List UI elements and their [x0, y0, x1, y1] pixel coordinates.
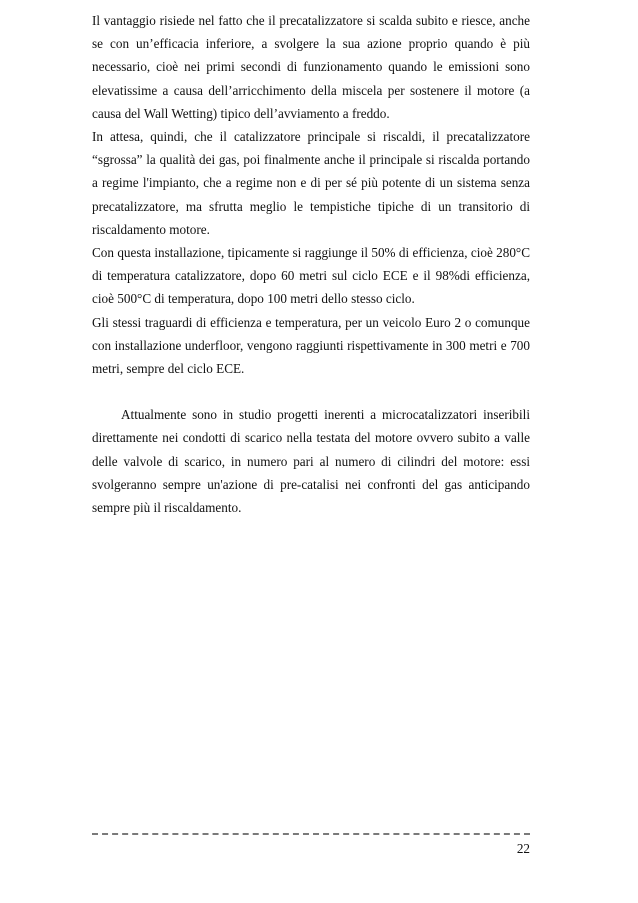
paragraph-underfloor-comparison: Gli stessi traguardi di efficienza e temperatura, per un veicolo Euro 2 o comunque con installazione underfloor, vengono raggiunti rispettivamente in 300 metri e 700 metri, sempre del ciclo ECE. [92, 314, 530, 377]
paragraph-efficiency-ece-cycle: Con questa installazione, tipicamente si raggiunge il 50% di efficienza, cioè 280°C di temperatura catalizzatore, dopo 60 metri sul ciclo ECE e il 98%di efficienza, cioè 500°C di temperatura, dopo 100 metri dello stesso ciclo. [92, 245, 530, 307]
page-number: 22 [516, 841, 530, 856]
paragraph-microcatalyst-studies: Attualmente sono in studio progetti inerenti a microcatalizzatori inseribili direttamente nei condotti di scarico nella testata del motore ovvero subito a valle delle valvole di scarico, in numero pari al numero di cilindri del motore: essi svolgeranno sempre un'azione di pre-catalisi nei confronti del gas anticipando sempre più il riscaldamento. [92, 407, 530, 516]
paragraph-main-catalyst-warmup: In attesa, quindi, che il catalizzatore principale si riscaldi, il precatalizzatore “sgrossa” la qualità dei gas, poi finalmente anche il principale si riscalda portando a regime l'impianto, che a regime non e di per sé più potente di un sistema senza precatalizzatore, ma sfrutta meglio le tempistiche tipiche di un transitorio di riscaldamento motore. [92, 129, 530, 237]
footer-divider [92, 833, 530, 835]
body-text [92, 9, 530, 519]
paragraph-preheating-advantage: Il vantaggio risiede nel fatto che il precatalizzatore si scalda subito e riesce, anche se con un’efficacia inferiore, a svolgere la sua azione proprio quando è più necessario, cioè nei primi secondi di funzionamento quando le emissioni sono elevatissime a causa dell’arricchimento della miscela per sostenere il motore (a causa del Wall Wetting) tipico dell’avviamento a freddo. [92, 13, 530, 121]
paragraph-gap [92, 380, 530, 403]
